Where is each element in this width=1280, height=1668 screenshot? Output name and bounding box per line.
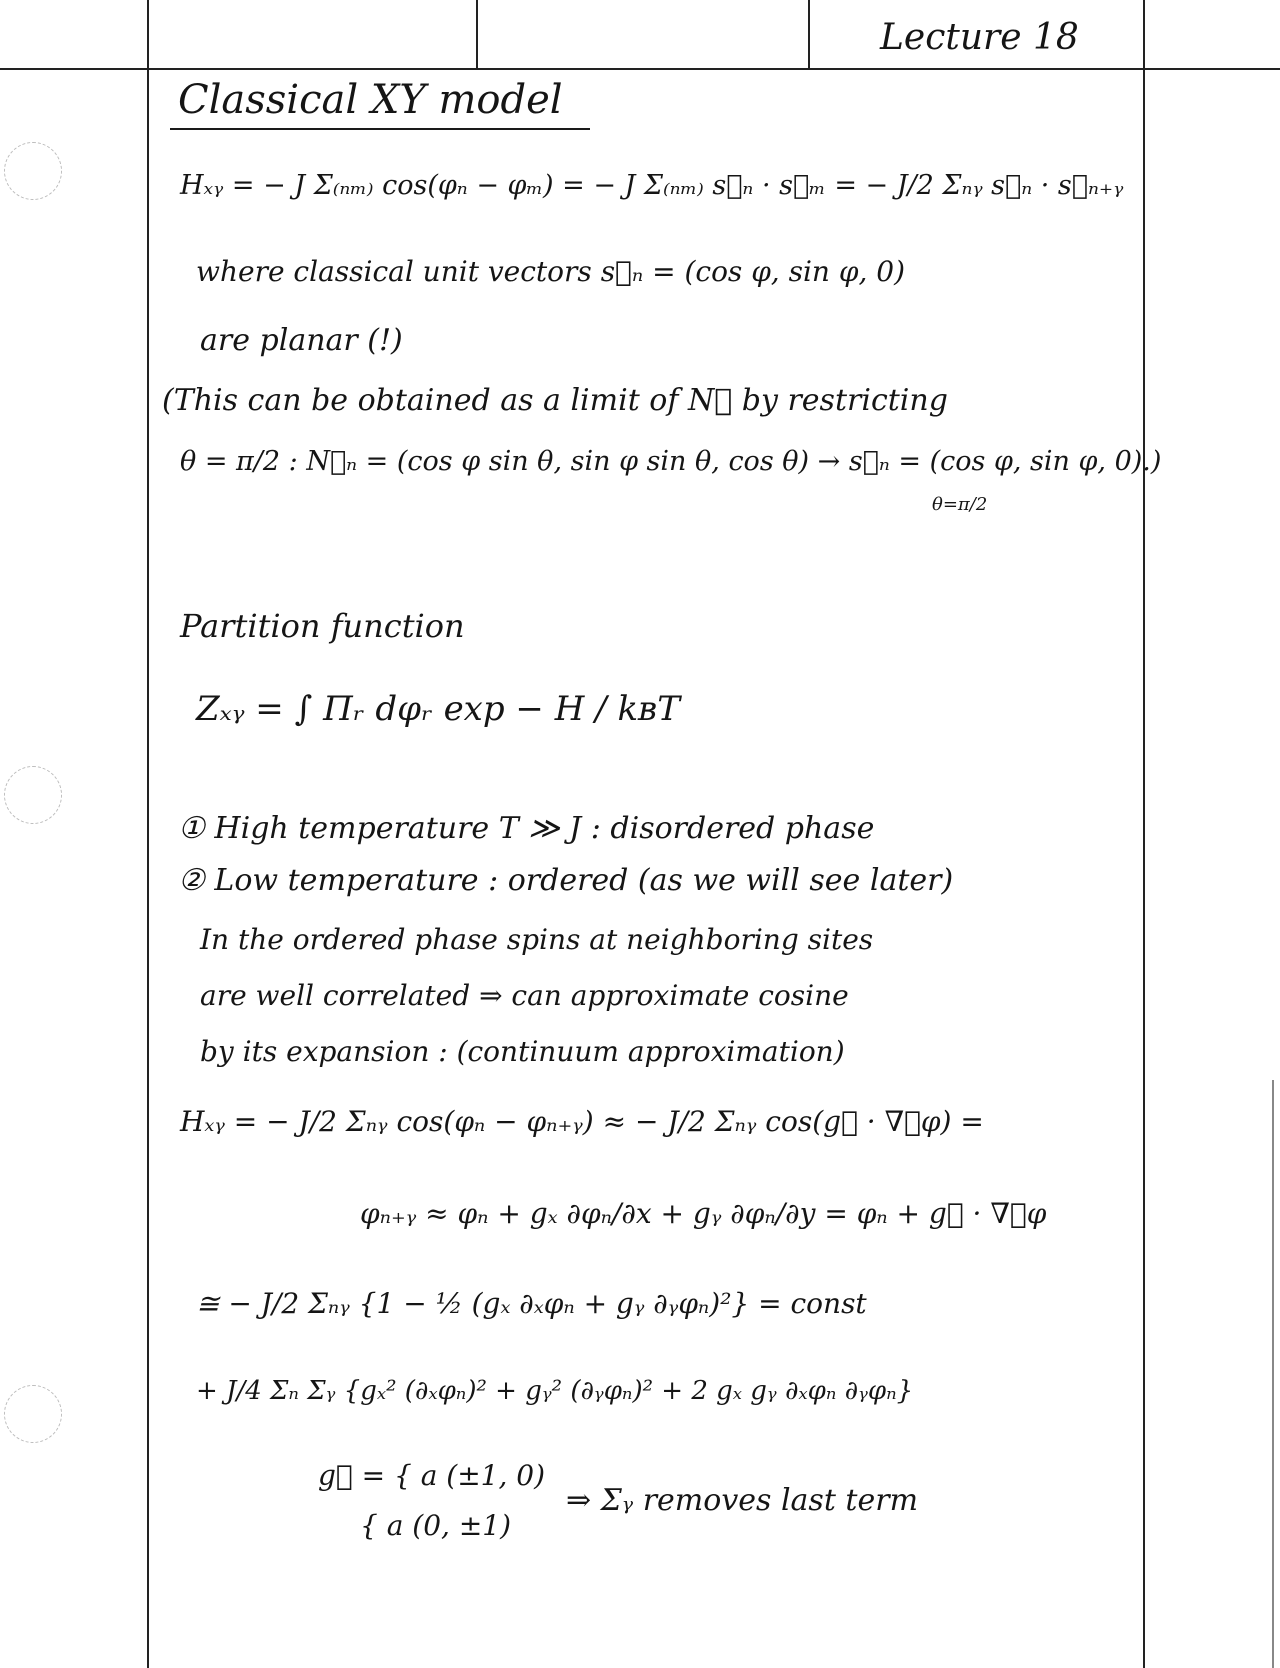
cosine-expansion-line-2: + J/4 Σₙ Σᵧ {gₓ² (∂ₓφₙ)² + gᵧ² (∂ᵧφₙ)² + 2 gₓ gᵧ ∂ₓφₙ ∂ᵧφₙ} xyxy=(196,1376,914,1406)
ordered-phase-line-1: In the ordered phase spins at neighboring sites xyxy=(200,923,874,956)
cosine-expansion-line-1: ≅ − J/2 Σₙᵧ {1 − ½ (gₓ ∂ₓφₙ + gᵧ ∂ᵧφₙ)²} = const xyxy=(196,1287,867,1320)
partition-function-label: Partition function xyxy=(180,607,465,645)
header-label: Lecture 18 xyxy=(880,17,1079,58)
header-rule xyxy=(0,68,1280,70)
partition-function-equation: Zₓᵧ = ∫ Πᵣ dφᵣ exp − H / kʙT xyxy=(196,689,680,729)
right-edge-mark xyxy=(1272,1080,1274,1668)
taylor-expansion: φₙ₊ᵧ ≈ φₙ + gₓ ∂φₙ/∂x + gᵧ ∂φₙ/∂y = φₙ + g⃗ · ∇⃗φ xyxy=(360,1197,1047,1230)
unit-vector-definition: where classical unit vectors s⃗ₙ = (cos φ, sin φ, 0) xyxy=(196,255,906,288)
punch-hole-bottom xyxy=(4,1385,62,1443)
left-margin-rule xyxy=(147,0,149,1668)
header-divider-2 xyxy=(808,0,810,68)
removes-last-term-note: ⇒ Σᵧ removes last term xyxy=(566,1483,919,1518)
punch-hole-top xyxy=(4,142,62,200)
ordered-phase-line-3: by its expansion : (continuum approximation) xyxy=(200,1035,845,1068)
g-vector-definition-2: { a (0, ±1) xyxy=(360,1509,512,1542)
title-underline xyxy=(170,128,590,130)
punch-hole-middle xyxy=(4,766,62,824)
ordered-phase-line-2: are well correlated ⇒ can approximate cosine xyxy=(200,979,849,1012)
hamiltonian-cosine-approx: Hₓᵧ = − J/2 Σₙᵧ cos(φₙ − φₙ₊ᵧ) ≈ − J/2 Σₙᵧ cos(g⃗ · ∇⃗φ) = xyxy=(180,1105,984,1138)
header-divider-1 xyxy=(476,0,478,68)
page-title: Classical XY model xyxy=(178,77,563,123)
high-temperature-item: ① High temperature T ≫ J : disordered phase xyxy=(178,811,875,846)
right-margin-rule xyxy=(1143,0,1145,1668)
limit-note-line-1: (This can be obtained as a limit of N⃗ by restricting xyxy=(162,383,948,418)
hamiltonian-equation: Hₓᵧ = − J Σ₍ₙₘ₎ cos(φₙ − φₘ) = − J Σ₍ₙₘ₎ s⃗ₙ · s⃗ₘ = − J/2 Σₙᵧ s⃗ₙ · s⃗ₙ₊ᵧ xyxy=(180,170,1124,201)
limit-subscript: θ=π/2 xyxy=(932,494,988,515)
low-temperature-item: ② Low temperature : ordered (as we will see later) xyxy=(178,863,954,898)
g-vector-definition-1: g⃗ = { a (±1, 0) xyxy=(318,1459,546,1492)
limit-note-line-2: θ = π/2 : N⃗ₙ = (cos φ sin θ, sin φ sin θ, cos θ) → s⃗ₙ = (cos φ, sin φ, 0).) xyxy=(180,446,1162,477)
planar-note: are planar (!) xyxy=(200,323,403,358)
